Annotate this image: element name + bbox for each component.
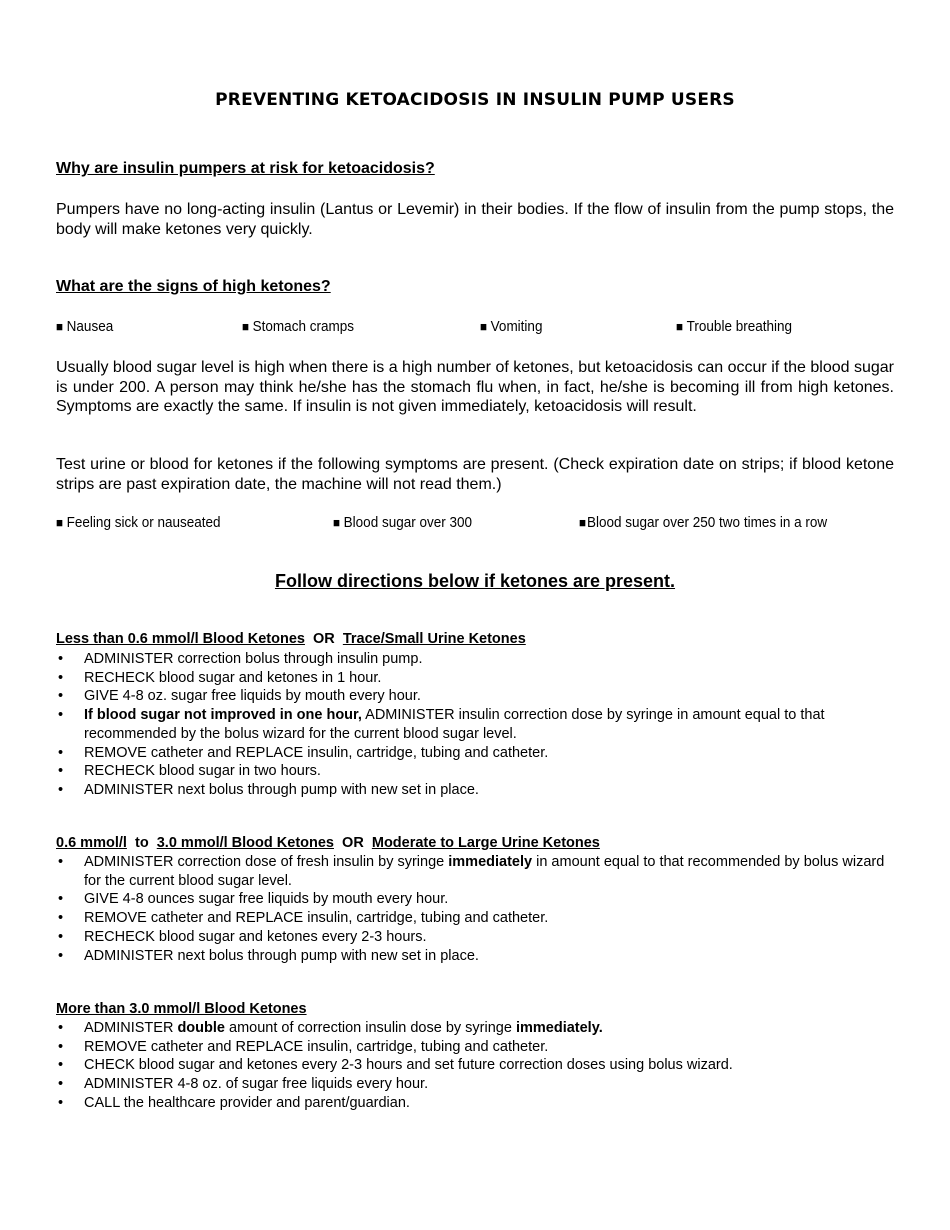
bullet-icon: • — [58, 763, 64, 780]
symptom-item: ■ Blood sugar over 300 — [333, 514, 473, 531]
list-item: • RECHECK blood sugar in two hours. — [58, 763, 321, 780]
heading-why-at-risk: Why are insulin pumpers at risk for ketoacidosis? — [56, 160, 435, 177]
bullet-icon: • — [58, 781, 64, 798]
heading-signs-high-ketones: What are the signs of high ketones? — [56, 278, 331, 295]
paragraph-why-at-risk: Pumpers have no long-acting insulin (Lantus or Levemir) in their bodies. If the flow of insulin from the pump stops, the body will make ketones very quickly. — [56, 201, 894, 238]
bullet-icon: • — [58, 928, 64, 945]
list-item: • ADMINISTER next bolus through pump with new set in place. — [58, 947, 479, 964]
paragraph-ketone-explanation: Usually blood sugar level is high when there is a high number of ketones, but ketoacidosis can occur if the blood sugar is under 200. A person may think he/she has the stomach flu when, in fact, he/she is becoming ill from high ketones. Symptoms are exactly the same. If insulin is not given immediately, ketoacidosis will result. — [56, 359, 894, 415]
list-item: • RECHECK blood sugar and ketones in 1 hour. — [58, 669, 382, 686]
square-bullet-icon: ■ — [480, 319, 488, 334]
square-bullet-icon: ■ — [56, 515, 64, 530]
sign-item: ■ Trouble breathing — [676, 318, 793, 335]
low-ketones-steps — [56, 650, 894, 800]
bullet-icon: • — [58, 1057, 64, 1074]
square-bullet-icon: ■ — [579, 515, 587, 530]
bullet-icon: • — [58, 1038, 64, 1055]
list-item: • REMOVE catheter and REPLACE insulin, cartridge, tubing and catheter. — [58, 744, 549, 761]
symptom-item: ■ Feeling sick or nauseated — [56, 514, 221, 531]
list-item: • ADMINISTER 4-8 oz. of sugar free liquids every hour. — [58, 1076, 429, 1093]
bullet-icon: • — [58, 707, 64, 724]
list-item: • ADMINISTER next bolus through pump with new set in place. — [58, 781, 479, 798]
paragraph-test-instructions: Test urine or blood for ketones if the following symptoms are present. (Check expiration date on strips; if blood ketone strips are past expiration date, the machine will not read them.) — [56, 456, 894, 493]
page-title: PREVENTING KETOACIDOSIS IN INSULIN PUMP USERS — [215, 90, 735, 110]
bullet-icon: • — [58, 744, 64, 761]
bullet-icon: • — [58, 910, 64, 927]
moderate-ketones-steps — [56, 853, 894, 965]
bullet-icon: • — [58, 651, 64, 667]
bullet-icon: • — [58, 1020, 64, 1036]
list-item: • ADMINISTER correction dose of fresh insulin by syringe immediately in amount equal to that recommended by bolus wizard for the current blood sugar level. — [58, 854, 885, 889]
sign-item: ■ Nausea — [56, 318, 114, 335]
list-item: • GIVE 4-8 oz. sugar free liquids by mouth every hour. — [58, 688, 421, 705]
section-heading-high-ketones: More than 3.0 mmol/l Blood Ketones — [56, 1001, 307, 1017]
symptoms-list — [56, 514, 894, 536]
bullet-icon: • — [58, 1076, 64, 1093]
sign-item: ■ Vomiting — [480, 318, 543, 335]
high-ketones-steps — [56, 1019, 894, 1113]
list-item: • GIVE 4-8 ounces sugar free liquids by mouth every hour. — [58, 891, 449, 908]
bullet-icon: • — [58, 1094, 64, 1111]
bullet-icon: • — [58, 688, 64, 705]
square-bullet-icon: ■ — [333, 515, 341, 530]
list-item: • CHECK blood sugar and ketones every 2-3 hours and set future correction doses using bolus wizard. — [58, 1057, 733, 1074]
list-item: • ADMINISTER correction bolus through insulin pump. — [58, 651, 423, 667]
square-bullet-icon: ■ — [242, 319, 250, 334]
section-heading-moderate-ketones: 0.6 mmol/l to 3.0 mmol/l Blood Ketones OR Moderate to Large Urine Ketones — [56, 835, 600, 851]
list-item: • RECHECK blood sugar and ketones every 2-3 hours. — [58, 928, 427, 945]
follow-directions-heading: Follow directions below if ketones are present. — [274, 571, 676, 591]
list-item: • If blood sugar not improved in one hour, ADMINISTER insulin correction dose by syringe in amount equal to that recommended by the bolus wizard for the current blood sugar level. — [58, 707, 825, 742]
bullet-icon: • — [58, 669, 64, 686]
signs-list — [56, 318, 894, 340]
list-item: • REMOVE catheter and REPLACE insulin, cartridge, tubing and catheter. — [58, 1038, 549, 1055]
section-heading-low-ketones: Less than 0.6 mmol/l Blood Ketones OR Trace/Small Urine Ketones — [56, 631, 526, 647]
symptom-item: ■Blood sugar over 250 two times in a row — [579, 514, 828, 531]
list-item: • ADMINISTER double amount of correction insulin dose by syringe immediately. — [58, 1020, 603, 1036]
square-bullet-icon: ■ — [56, 319, 64, 334]
list-item: • REMOVE catheter and REPLACE insulin, cartridge, tubing and catheter. — [58, 910, 549, 927]
bullet-icon: • — [58, 947, 64, 964]
square-bullet-icon: ■ — [676, 319, 684, 334]
bullet-icon: • — [58, 854, 64, 870]
list-item: • CALL the healthcare provider and parent/guardian. — [58, 1094, 410, 1111]
bullet-icon: • — [58, 891, 64, 908]
sign-item: ■ Stomach cramps — [242, 318, 354, 335]
